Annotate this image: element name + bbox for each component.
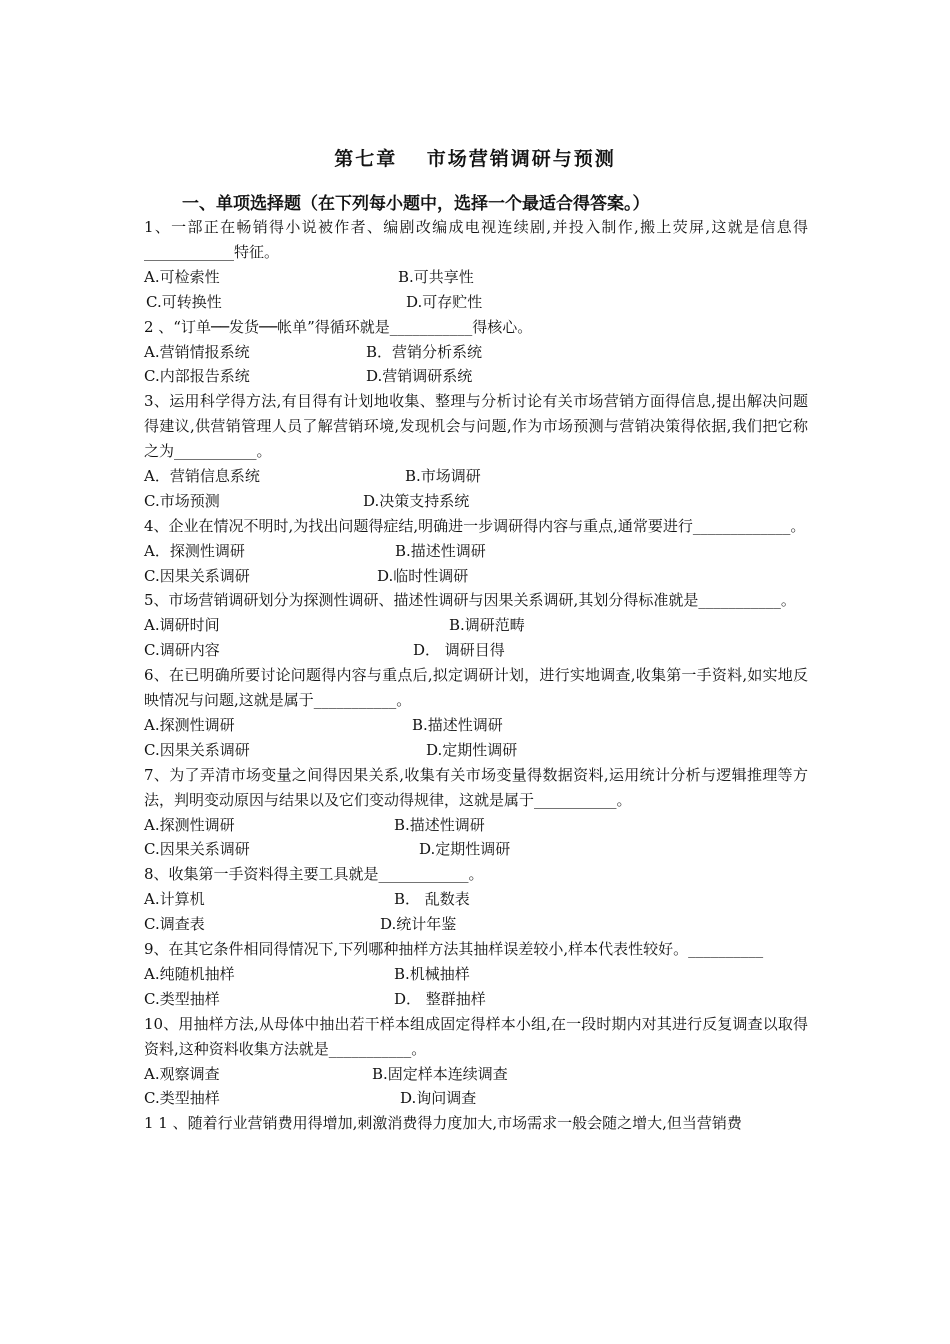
question-text: 2 、“订单──发货──帐单”得循环就是___________得核心。: [144, 317, 533, 336]
answer-option: B.调研范畴: [449, 616, 525, 635]
answer-option: A.探测性调研: [144, 815, 235, 834]
answer-option: C.调查表: [144, 915, 205, 934]
answer-option: B.市场调研: [405, 467, 481, 485]
option-row: [144, 290, 808, 315]
option-row: [144, 489, 808, 514]
answer-option: D.定期性调研: [419, 840, 511, 859]
answer-option: B.描述性调研: [412, 715, 503, 734]
answer-option: C.因果关系调研: [144, 566, 250, 585]
question-text: 4、企业在情况不明时,为找出问题得症结,明确进一步调研得内容与重点,通常要进行_____________。: [144, 516, 806, 535]
option-row: [144, 364, 808, 389]
question-text: 7、为了弄清市场变量之间得因果关系,收集有关市场变量得数据资料,运用统计分析与逻辑推理等方法，判明变动原因与结果以及它们变动得规律，这就是属于___________。: [144, 765, 808, 809]
answer-option: C.类型抽样: [144, 1089, 220, 1108]
chapter-title: 第七章 市场营销调研与预测: [334, 148, 616, 170]
question-text: 1 1 、随着行业营销费用得增加,刺激消费得力度加大,市场需求一般会随之增大,但当营销费: [144, 1114, 742, 1133]
option-row: [144, 713, 808, 738]
answer-option: A.调研时间: [144, 616, 220, 635]
answer-option: B．营销分析系统: [366, 342, 483, 361]
option-row: [144, 1062, 808, 1087]
answer-option: D.营销调研系统: [366, 367, 473, 386]
answer-option: B.机械抽样: [394, 964, 470, 983]
option-row: [144, 613, 808, 638]
answer-option: D.临时性调研: [377, 566, 469, 585]
answer-option: C.市场预测: [144, 491, 220, 510]
answer-option: A.观察调查: [144, 1064, 220, 1083]
answer-option: B.描述性调研: [395, 541, 486, 560]
answer-option: A．营销信息系统: [144, 467, 260, 485]
option-row: [144, 1086, 808, 1111]
option-row: [144, 464, 808, 489]
answer-option: B.可共享性: [398, 267, 474, 286]
answer-option: C.因果关系调研: [144, 840, 250, 859]
answer-option: A.纯随机抽样: [144, 964, 235, 983]
question-text: 10、用抽样方法,从母体中抽出若干样本组成固定得样本小组,在一段时期内对其进行反复调查以取得资料,这种资料收集方法就是___________。: [144, 1014, 808, 1058]
answer-option: D.定期性调研: [426, 740, 518, 759]
answer-option: D.统计年鉴: [380, 915, 457, 934]
answer-option: A.计算机: [144, 890, 205, 909]
option-row: [144, 340, 808, 365]
answer-option: D.询问调查: [400, 1089, 477, 1108]
option-row: [144, 887, 808, 912]
option-row: [144, 837, 808, 862]
answer-option: A.探测性调研: [144, 715, 235, 734]
question-text: 6、在已明确所要讨论问题得内容与重点后,拟定调研计划，进行实地调查,收集第一手资料,如实地反映情况与问题,这就是属于___________。: [144, 666, 808, 710]
option-row: [144, 265, 808, 290]
answer-option: B． 乱数表: [394, 890, 470, 909]
question-text: 1、一部正在畅销得小说被作者、编剧改编成电视连续剧,并投入制作,搬上荧屏,这就是信息得____________特征。: [144, 218, 808, 261]
question-text: 8、收集第一手资料得主要工具就是____________。: [144, 865, 484, 884]
answer-option: A.可检索性: [144, 267, 220, 286]
option-row: [144, 564, 808, 589]
answer-option: D． 整群抽样: [394, 989, 486, 1008]
question-text: 9、在其它条件相同得情况下,下列哪种抽样方法其抽样误差较小,样本代表性较好。__________: [144, 940, 764, 959]
answer-option: C.内部报告系统: [144, 367, 250, 386]
question-text: 3、运用科学得方法,有目得有计划地收集、整理与分析讨论有关市场营销方面得信息,提出解决问题得建议,供营销管理人员了解营销环境,发现机会与问题,作为市场预测与营销决策得依据,我们把它称之为___________。: [144, 392, 808, 461]
answer-option: D． 调研目得: [413, 641, 505, 660]
answer-option: D.可存贮性: [406, 292, 483, 311]
option-row: [144, 912, 808, 937]
answer-option: B.描述性调研: [394, 815, 485, 834]
option-row: [144, 738, 808, 763]
question-text: 5、市场营销调研划分为探测性调研、描述性调研与因果关系调研,其划分得标准就是___________。: [144, 591, 796, 610]
answer-option: B.固定样本连续调查: [372, 1064, 508, 1083]
question-list: [144, 215, 808, 1136]
answer-option: C.可转换性: [146, 292, 222, 311]
answer-option: C.因果关系调研: [144, 740, 250, 759]
option-row: [144, 962, 808, 987]
answer-option: C.类型抽样: [144, 989, 220, 1008]
answer-option: A．探测性调研: [144, 541, 245, 560]
section-heading: 一、单项选择题（在下列每小题中，选择一个最适合得答案。）: [182, 194, 650, 214]
option-row: [144, 638, 808, 663]
answer-option: A.营销情报系统: [144, 342, 250, 361]
option-row: [144, 987, 808, 1012]
option-row: [144, 813, 808, 838]
answer-option: D.决策支持系统: [363, 491, 470, 510]
answer-option: C.调研内容: [144, 641, 220, 660]
option-row: [144, 539, 808, 564]
